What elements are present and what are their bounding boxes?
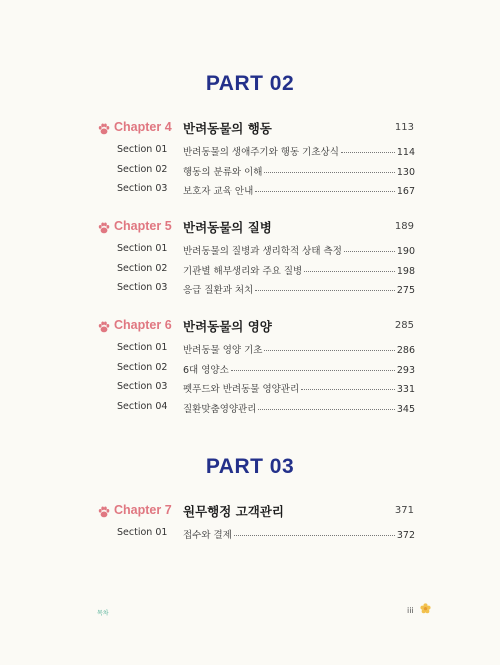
chapter-6-block [0,317,500,417]
chapter-label: Chapter 4 [114,120,172,134]
section-title: 펫푸드와 반려동물 영양관리 [183,384,300,395]
chapter-label: Chapter 5 [114,219,172,233]
section-title: 행동의 분류와 이해 [183,166,263,178]
chapter-title: 원무행정 고객관리 [183,504,284,519]
section-label: Section 03 [117,282,168,293]
dot-leader [255,191,395,192]
dot-leader [304,271,395,272]
toc-section-entry[interactable] [0,141,500,161]
toc-section-entry[interactable] [0,279,500,299]
chapter-page-number: 189 [394,221,414,232]
chapter-label: Chapter 6 [114,318,172,332]
dot-leader [264,172,394,173]
chapter-title: 반려동물의 행동 [183,121,272,136]
chapter-page-number: 113 [394,122,414,133]
section-label: Section 02 [117,262,168,274]
dot-leader [258,409,394,410]
toc-chapter-entry[interactable] [0,317,500,339]
section-page-number: 167 [396,186,415,197]
dot-leader [341,152,395,153]
section-page-number: 275 [396,285,415,296]
section-page-number: 198 [396,265,415,277]
part-02-title: PART 02 [205,72,295,95]
section-label: Section 04 [117,400,168,412]
section-title: 반려동물의 생애주기와 행동 기초상식 [183,147,339,158]
toc-section-entry[interactable] [0,260,500,280]
chapter-5-block [0,218,500,299]
footer-section-label: 목차 [97,610,109,617]
section-title: 반려동물의 질병과 생리학적 상태 측정 [183,246,342,257]
section-label: Section 03 [117,183,168,194]
section-title: 질환맞춤영양관리 [183,403,257,415]
section-label: Section 01 [117,144,168,155]
section-page-number: 130 [396,166,415,178]
section-title: 보호자 교육 안내 [183,186,254,197]
chapter-7-block [0,502,500,544]
section-title: 응급 질환과 처치 [183,285,254,296]
chapter-page-number: 371 [394,505,414,516]
toc-chapter-entry[interactable] [0,119,500,141]
dot-leader [255,290,395,291]
section-page-number: 345 [396,403,415,415]
chapter-4-block [0,119,500,200]
section-page-number: 190 [396,246,415,257]
toc-section-entry[interactable] [0,378,500,398]
paw-icon [97,122,111,136]
dot-leader [344,251,395,252]
toc-chapter-entry[interactable] [0,502,500,524]
chapter-title: 반려동물의 영양 [183,319,272,334]
section-label: Section 02 [117,361,168,373]
section-label: Section 03 [117,381,168,392]
toc-section-entry[interactable] [0,524,500,544]
section-title: 기관별 해부생리와 주요 질병 [183,265,303,277]
section-label: Section 02 [117,163,168,175]
toc-section-entry[interactable] [0,398,500,418]
toc-section-entry[interactable] [0,359,500,379]
section-title: 6대 영양소 [183,364,229,376]
paw-icon [97,505,111,519]
chapter-page-number: 285 [394,320,414,331]
toc-section-entry[interactable] [0,240,500,260]
section-page-number: 293 [396,364,415,376]
chapter-title: 반려동물의 질병 [183,220,272,235]
toc-section-entry[interactable] [0,180,500,200]
paw-icon [97,221,111,235]
section-title: 접수와 결제 [183,530,232,541]
dot-leader [301,389,395,390]
section-page-number: 372 [396,530,415,541]
flower-icon [420,603,431,614]
toc-section-entry[interactable] [0,339,500,359]
dot-leader [264,350,394,351]
paw-icon [97,320,111,334]
section-label: Section 01 [117,342,168,353]
section-page-number: 114 [396,147,415,158]
footer-page-number: iii [407,606,414,615]
part-03-title: PART 03 [205,455,295,478]
section-page-number: 286 [396,345,415,356]
section-title: 반려동물 영양 기초 [183,345,263,356]
dot-leader [234,535,395,536]
chapter-label: Chapter 7 [114,503,172,517]
section-label: Section 01 [117,243,168,254]
section-label: Section 01 [117,527,168,538]
toc-section-entry[interactable] [0,161,500,181]
section-page-number: 331 [396,384,415,395]
dot-leader [231,370,395,371]
toc-chapter-entry[interactable] [0,218,500,240]
